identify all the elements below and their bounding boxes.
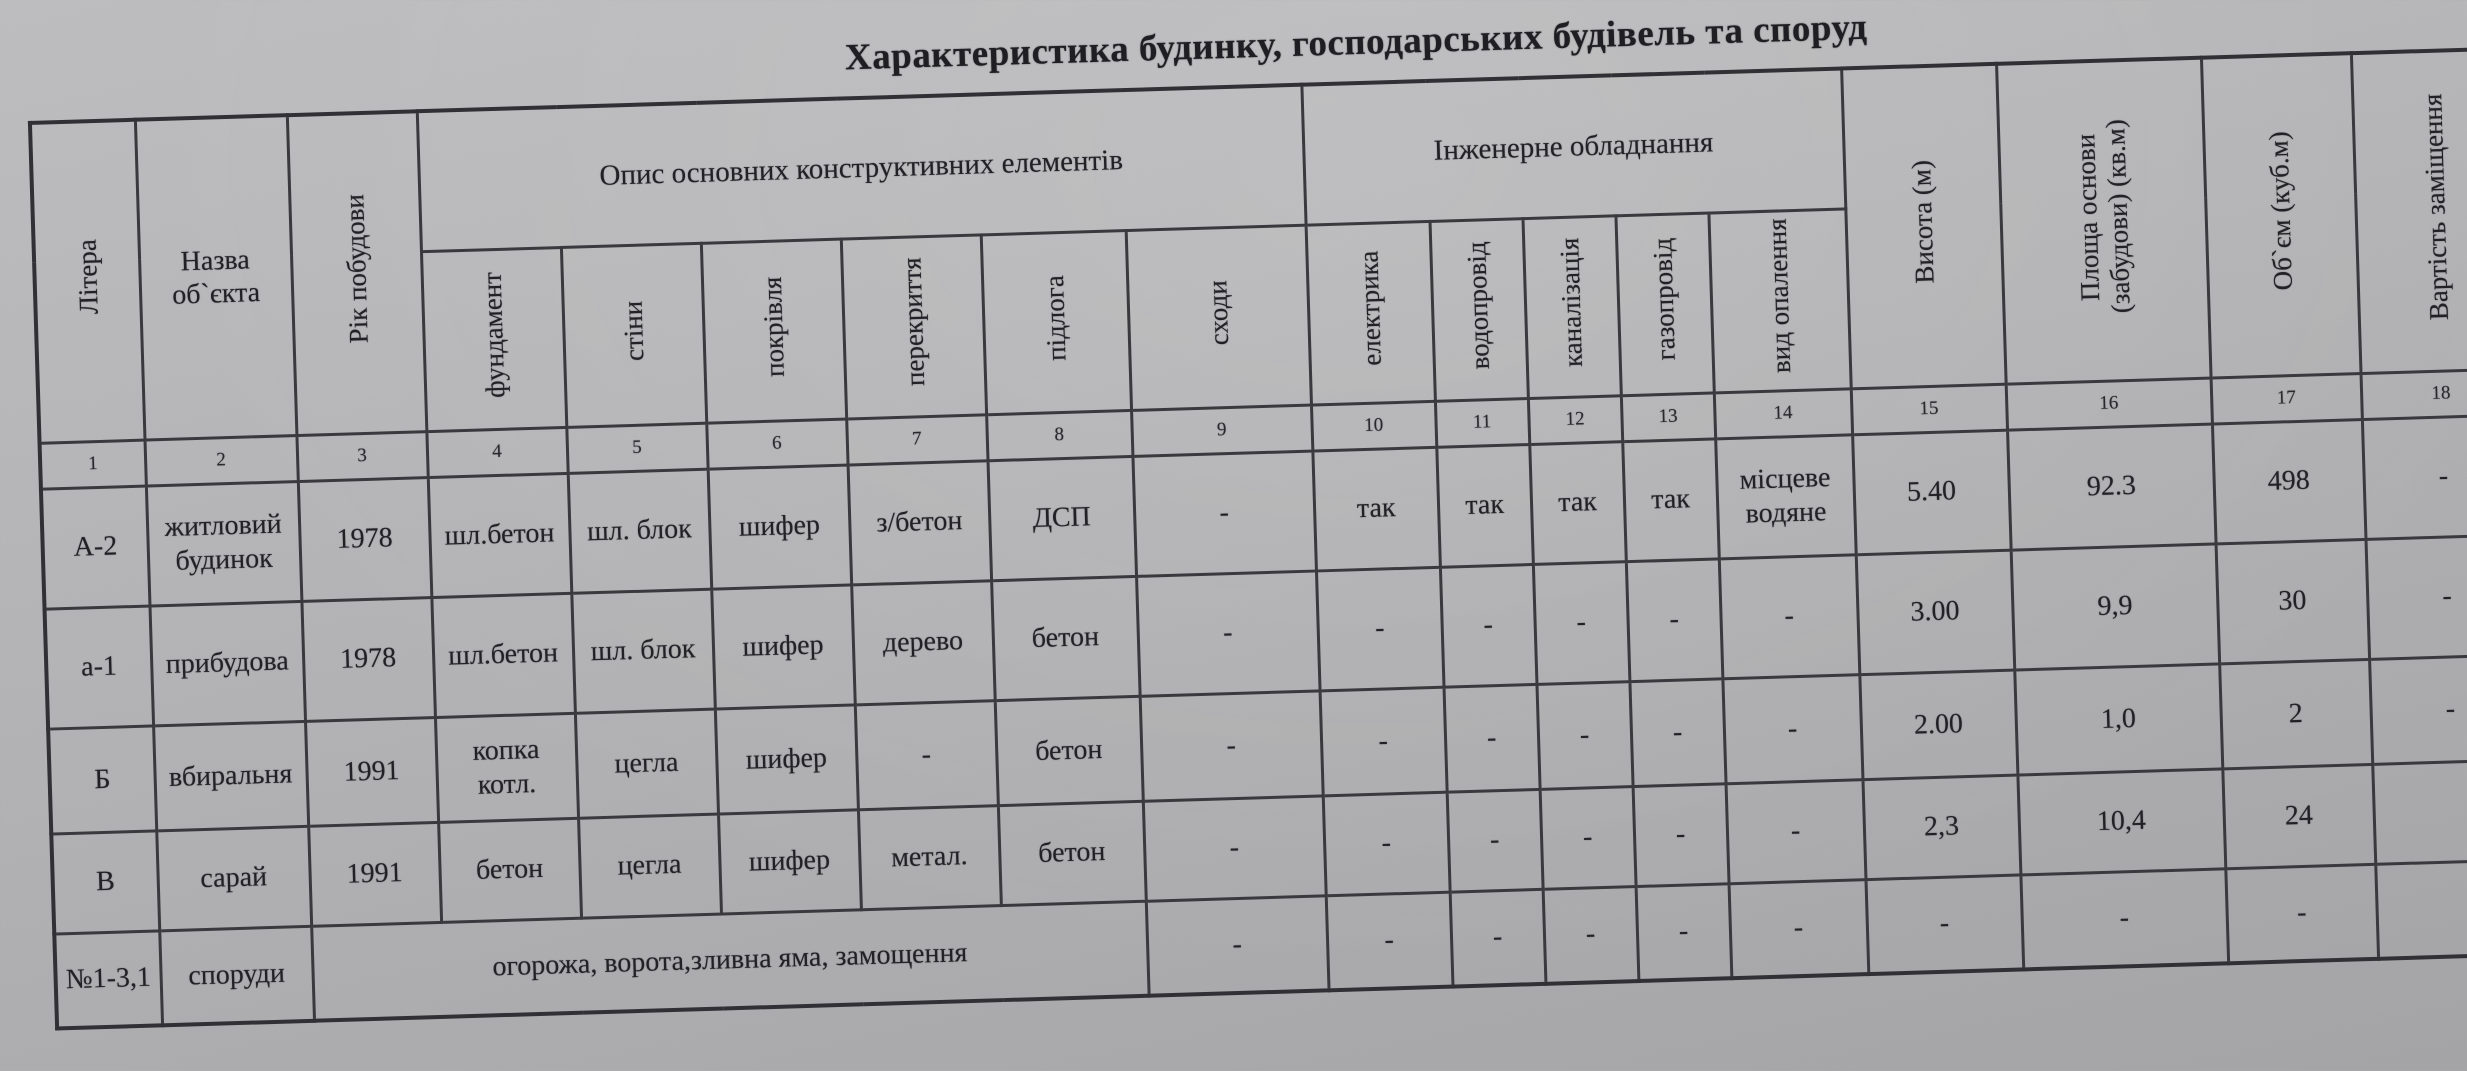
table-cell: шл.бетон xyxy=(428,473,572,597)
table-cell: 2,3 xyxy=(1863,775,2021,880)
table-cell: а-1 xyxy=(45,606,154,729)
col-header-letter-label: Літера xyxy=(71,239,104,316)
col-header-floor xyxy=(981,230,1131,414)
characteristics-table xyxy=(28,46,2467,1030)
table-cell: 92.3 xyxy=(2007,424,2216,550)
col-header-height-label: Висота (м) xyxy=(1906,159,1941,285)
table-cell: цегла xyxy=(578,814,721,918)
table-cell: - xyxy=(1719,554,1860,678)
table-cell: - xyxy=(1450,889,1546,987)
column-number: 10 xyxy=(1311,401,1436,451)
table-cell: 2 xyxy=(2219,659,2372,768)
col-header-roofing xyxy=(701,239,846,423)
column-number: 3 xyxy=(296,431,427,481)
table-cell: - xyxy=(1326,892,1453,991)
table-cell xyxy=(2372,759,2467,864)
table-cell: шл. блок xyxy=(568,469,712,593)
col-header-ceiling-label: перекриття xyxy=(896,257,931,387)
col-header-water-supply xyxy=(1430,218,1528,401)
table-cell: так xyxy=(1622,438,1719,561)
table-cell: цегла xyxy=(575,709,718,818)
table-cell: прибудова xyxy=(149,601,305,726)
column-number: 15 xyxy=(1851,384,2007,435)
table-cell: - xyxy=(1140,690,1323,800)
column-number: 13 xyxy=(1621,392,1715,441)
col-header-electricity xyxy=(1306,221,1435,405)
col-header-heating-type xyxy=(1708,208,1850,392)
table-cell: - xyxy=(1440,564,1537,687)
table-cell xyxy=(2375,859,2467,959)
table-cell: 1,0 xyxy=(2014,663,2222,774)
table-cell: - xyxy=(1143,795,1326,900)
col-header-foundation xyxy=(421,247,566,431)
column-number: 2 xyxy=(144,435,297,486)
table-cell: шифер xyxy=(708,465,852,589)
col-header-roofing-label: покрівля xyxy=(756,275,790,377)
table-cell: - xyxy=(1146,895,1329,995)
column-number: 4 xyxy=(426,427,567,477)
table-cell: ДСП xyxy=(987,456,1136,580)
col-header-walls xyxy=(561,243,706,427)
table-cell: бетон xyxy=(438,818,581,922)
table-cell: 1991 xyxy=(308,822,441,926)
page-title: Характеристика будинку, господарських будівель та споруд xyxy=(844,6,1868,79)
table-cell: - xyxy=(1447,789,1543,892)
col-header-replacement-cost xyxy=(2351,48,2467,373)
scanned-page xyxy=(25,0,2467,1031)
col-header-ceiling xyxy=(841,234,986,418)
table-cell: копка котл. xyxy=(435,713,578,822)
column-number: 6 xyxy=(706,419,847,469)
table-cell: житловий будинок xyxy=(146,481,302,606)
table-cell: 3.00 xyxy=(1856,550,2015,675)
table-cell: метал. xyxy=(858,805,1001,909)
col-header-build-year xyxy=(287,111,427,435)
table-cell: - xyxy=(1866,874,2024,974)
col-header-gas-supply-label: газопровід xyxy=(1647,237,1682,362)
col-header-sewerage xyxy=(1523,215,1621,398)
table-cell: - xyxy=(1543,886,1639,984)
col-header-sewerage-label: каналізація xyxy=(1554,237,1589,368)
table-cell: - xyxy=(1726,779,1866,883)
table-cell: - xyxy=(2225,864,2378,963)
table-cell: бетон xyxy=(995,696,1143,805)
table-cell: 10,4 xyxy=(2017,768,2225,874)
table-cell: В xyxy=(51,830,159,933)
table-cell: дерево xyxy=(851,580,995,704)
table-cell: так xyxy=(1529,441,1626,564)
table-cell: - xyxy=(1320,687,1447,796)
table-cell: - xyxy=(1626,558,1723,681)
table-cell: - xyxy=(1729,879,1869,978)
group-header-construction: Опис основних конструктивних елементів xyxy=(417,85,1306,252)
col-header-base-area-label: Площа основи (забудови) (кв.м) xyxy=(2070,118,2137,314)
table-cell: бетон xyxy=(998,801,1146,905)
table-cell: 5.40 xyxy=(1852,430,2011,555)
table-cell: - xyxy=(1132,451,1316,576)
table-cell: - xyxy=(855,700,998,809)
table-cell: - xyxy=(1722,674,1862,783)
col-header-foundation-label: фундамент xyxy=(476,271,511,399)
table-cell: - xyxy=(1636,883,1732,981)
col-header-stairs xyxy=(1126,225,1311,410)
col-header-letter xyxy=(30,120,145,443)
group-header-engineering: Інженерне обладнання xyxy=(1301,69,1845,225)
col-header-walls-label: стіни xyxy=(617,300,650,362)
column-number: 18 xyxy=(2361,368,2467,419)
table-cell: - xyxy=(1136,570,1320,695)
table-cell: сарай xyxy=(156,826,311,931)
column-number: 16 xyxy=(2006,378,2212,430)
table-cell: 1978 xyxy=(298,477,432,601)
column-number: 11 xyxy=(1435,398,1529,447)
table-cell: - xyxy=(1629,678,1725,786)
col-header-heating-type-label: вид опалення xyxy=(1762,218,1797,374)
col-header-height xyxy=(1841,64,2006,389)
col-header-gas-supply xyxy=(1615,213,1713,396)
table-cell: - xyxy=(2362,414,2467,539)
table-cell: 2.00 xyxy=(1859,670,2017,780)
table-cell: 1978 xyxy=(301,597,435,721)
col-header-electricity-label: електрика xyxy=(1353,250,1387,367)
table-cell: шл. блок xyxy=(571,589,715,713)
col-header-replacement-cost-label: Вартість заміщення xyxy=(2416,92,2454,321)
table-cell: - xyxy=(1633,783,1729,886)
column-number: 5 xyxy=(566,423,707,473)
table-cell: 24 xyxy=(2222,764,2375,868)
col-header-build-year-label: Рік побудови xyxy=(339,194,374,345)
table-cell: - xyxy=(1537,681,1633,789)
column-number: 14 xyxy=(1714,388,1852,438)
table-cell: - xyxy=(1540,786,1636,889)
column-number: 17 xyxy=(2211,373,2362,423)
table-cell: - xyxy=(1533,561,1630,684)
table-cell: Б xyxy=(48,725,156,833)
table-cell: шл.бетон xyxy=(431,593,575,717)
table-cell: місцеве водяне xyxy=(1715,434,1856,558)
col-header-base-area xyxy=(1996,58,2211,384)
table-cell: 1991 xyxy=(305,717,438,826)
col-header-object-name: Назва об`єкта xyxy=(135,115,297,439)
column-number: 12 xyxy=(1528,395,1622,444)
table-cell: 30 xyxy=(2216,539,2370,663)
table-cell: вбиральня xyxy=(153,721,308,831)
table-cell: бетон xyxy=(991,576,1140,700)
table-cell: - xyxy=(1444,684,1540,792)
table-cell: - xyxy=(2369,654,2467,764)
table-cell: споруди xyxy=(159,926,314,1026)
table-cell: - xyxy=(2366,534,2467,659)
table-cell: - xyxy=(1316,567,1444,691)
column-number: 1 xyxy=(40,440,146,489)
table-cell: так xyxy=(1312,447,1440,571)
col-header-stairs-label: сходи xyxy=(1202,280,1235,346)
column-number: 9 xyxy=(1131,405,1312,456)
table-cell: - xyxy=(2020,868,2228,969)
table-cell: так xyxy=(1436,444,1533,567)
col-header-volume-label: Об`єм (куб.м) xyxy=(2263,131,2298,292)
column-number: 8 xyxy=(986,410,1132,460)
col-header-water-supply-label: водопровід xyxy=(1461,240,1496,370)
table-cell: - xyxy=(1323,792,1450,896)
column-number: 7 xyxy=(846,414,987,464)
table-cell: А-2 xyxy=(41,486,150,609)
table-cell: огорожа, ворота,зливна яма, замощення xyxy=(311,901,1148,1021)
table-cell: з/бетон xyxy=(848,460,992,584)
table-cell: 9,9 xyxy=(2011,543,2220,669)
table-cell: №1-3,1 xyxy=(54,930,162,1028)
col-header-floor-label: підлога xyxy=(1039,274,1072,362)
table-cell: 498 xyxy=(2212,419,2366,543)
table-cell: шифер xyxy=(715,704,858,813)
table-cell: шифер xyxy=(718,809,861,913)
col-header-volume xyxy=(2201,53,2361,377)
table-cell: шифер xyxy=(711,584,855,708)
